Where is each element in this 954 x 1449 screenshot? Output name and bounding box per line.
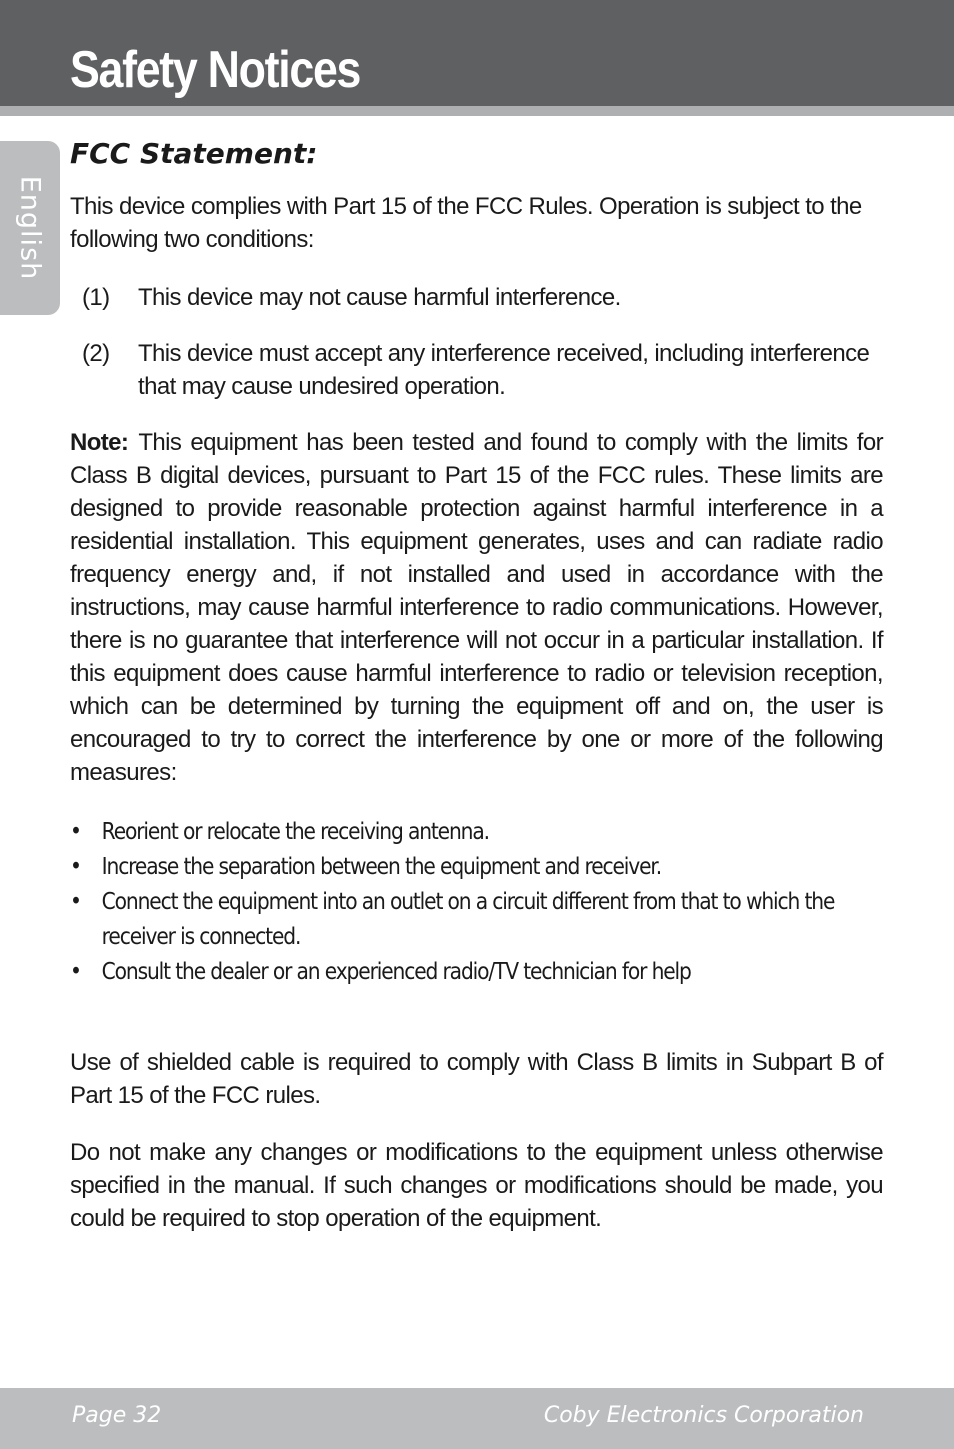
measure-item (70, 885, 911, 955)
page-number: Page 32 (72, 1403, 162, 1428)
language-tab (0, 141, 60, 315)
condition-text: This device must accept any interference received, including interference that may cause undesired operation. (138, 340, 870, 400)
condition-item (70, 281, 883, 314)
measures-list (70, 815, 883, 990)
bullet-icon: • (70, 889, 81, 915)
bullet-icon: • (70, 959, 81, 985)
bullet-icon: • (70, 854, 81, 880)
section-heading: FCC Statement: (70, 137, 318, 170)
condition-number: (2) (82, 340, 110, 367)
measure-item (70, 815, 911, 850)
condition-item (70, 337, 883, 403)
main-content (70, 134, 883, 1235)
page-title: Safety Notices (70, 41, 361, 99)
header-divider (0, 106, 954, 116)
conditions-list (70, 281, 883, 403)
measure-text: Connect the equipment into an outlet on a circuit different from that to which the receiver is connected. (101, 889, 835, 950)
note-paragraph (70, 426, 883, 789)
language-tab-label: English (14, 175, 46, 281)
changes-paragraph: Do not make any changes or modifications to the equipment unless otherwise specified in the manual. If such changes or modifications should be made, you could be required to stop operation of the equipment. (70, 1139, 883, 1232)
bullet-icon: • (70, 819, 81, 845)
measure-item (70, 955, 911, 990)
intro-paragraph: This device complies with Part 15 of the FCC Rules. Operation is subject to the following two conditions: (70, 193, 862, 253)
condition-text: This device may not cause harmful interference. (138, 284, 621, 311)
company-name: Coby Electronics Corporation (543, 1403, 864, 1428)
measure-text: Reorient or relocate the receiving antenna. (101, 819, 489, 845)
note-label: Note: (70, 429, 129, 456)
measure-text: Consult the dealer or an experienced radio/TV technician for help (101, 959, 691, 985)
measure-text: Increase the separation between the equipment and receiver. (101, 854, 662, 880)
shielded-cable-paragraph: Use of shielded cable is required to comply with Class B limits in Subpart B of Part 15 of the FCC rules. (70, 1049, 883, 1109)
condition-number: (1) (82, 284, 110, 311)
note-text: This equipment has been tested and found to comply with the limits for Class B digital devices, pursuant to Part 15 of the FCC rules. These limits are designed to provide reasonable protection against harmful interference in a residential installation. This equipment generates, uses and can radiate radio frequency energy and, if not installed and used in accordance with the instructions, may cause harmful interference to radio communications. However, there is no guarantee that interference will not occur in a particular installation. If this equipment does cause harmful interference to radio or television reception, which can be determined by turning the equipment off and on, the user is encouraged to try to correct the interference by one or more of the following measures: (70, 429, 883, 786)
measure-item (70, 850, 911, 885)
page-header (0, 0, 954, 106)
page-footer (0, 1388, 954, 1449)
